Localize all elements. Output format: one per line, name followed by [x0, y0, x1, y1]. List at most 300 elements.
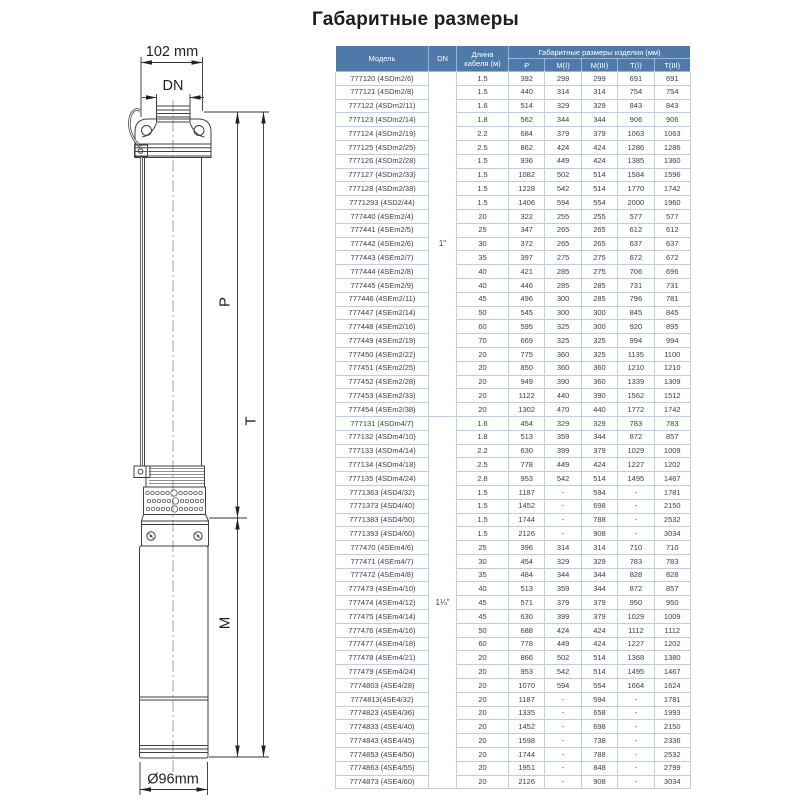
t1-cell: 906: [618, 113, 654, 127]
m3-cell: 379: [581, 596, 617, 610]
column-header-m3: M(III): [581, 59, 617, 72]
table-row: [336, 292, 691, 306]
flange-screw-left: [147, 532, 155, 540]
t3-cell: 906: [654, 113, 690, 127]
p-cell: 688: [509, 623, 545, 637]
m1-cell: 314: [545, 85, 581, 99]
t3-cell: 781: [654, 292, 690, 306]
t3-cell: 1742: [654, 403, 690, 417]
dimension-m-label: M: [216, 616, 234, 630]
cable-length-cell: 2.5: [457, 140, 509, 154]
suction-strainer: [142, 487, 209, 521]
table-row: [336, 278, 691, 292]
m1-cell: 542: [545, 665, 581, 679]
model-cell: 7771363 (4SD4/32): [336, 485, 429, 499]
cable-length-cell: 20: [457, 389, 509, 403]
table-row: [336, 485, 691, 499]
model-cell: 777477 (4SEm4/18): [336, 637, 429, 651]
t1-cell: 672: [618, 251, 654, 265]
p-cell: 1070: [509, 679, 545, 693]
table-row: [336, 403, 691, 417]
cable-length-cell: 20: [457, 375, 509, 389]
motor-flange: [142, 521, 209, 546]
m3-cell: 325: [581, 347, 617, 361]
t1-cell: 1770: [618, 182, 654, 196]
p-cell: 953: [509, 665, 545, 679]
p-cell: 1951: [509, 761, 545, 775]
m1-cell: -: [545, 706, 581, 720]
lifting-ear-hole-left: [142, 126, 152, 136]
p-cell: 392: [509, 72, 545, 86]
m1-cell: 470: [545, 403, 581, 417]
p-cell: 1598: [509, 734, 545, 748]
t3-cell: 845: [654, 306, 690, 320]
model-cell: 7774823 (4SE4/36): [336, 706, 429, 720]
t1-cell: 920: [618, 320, 654, 334]
m3-cell: 424: [581, 154, 617, 168]
t1-cell: 1339: [618, 375, 654, 389]
t1-cell: 2000: [618, 196, 654, 210]
table-row: [336, 499, 691, 513]
cable-length-cell: 1.5: [457, 485, 509, 499]
m1-cell: 325: [545, 334, 581, 348]
table-row: [336, 637, 691, 651]
t3-cell: 828: [654, 568, 690, 582]
t1-cell: 1286: [618, 140, 654, 154]
table-row: [336, 72, 691, 86]
m3-cell: 329: [581, 416, 617, 430]
m1-cell: 285: [545, 265, 581, 279]
t1-cell: 1562: [618, 389, 654, 403]
model-cell: 777471 (4SEm4/7): [336, 554, 429, 568]
t3-cell: 1063: [654, 127, 690, 141]
m3-cell: 325: [581, 334, 617, 348]
cable-length-cell: 20: [457, 651, 509, 665]
t3-cell: 895: [654, 320, 690, 334]
model-cell: 7774873 (4SE4/60): [336, 775, 429, 789]
cable-length-cell: 1.5: [457, 196, 509, 210]
t1-cell: 577: [618, 209, 654, 223]
model-cell: 777120 (4SDm2/6): [336, 72, 429, 86]
m3-cell: 285: [581, 278, 617, 292]
t1-cell: 1063: [618, 127, 654, 141]
power-cable: [129, 109, 141, 466]
m3-cell: 848: [581, 761, 617, 775]
table-row: [336, 761, 691, 775]
model-cell: 777470 (4SEm4/6): [336, 541, 429, 555]
table-row: [336, 375, 691, 389]
p-cell: 446: [509, 278, 545, 292]
m1-cell: 265: [545, 223, 581, 237]
t3-cell: 950: [654, 596, 690, 610]
m3-cell: 344: [581, 582, 617, 596]
model-cell: 777126 (4SDm2/28): [336, 154, 429, 168]
model-cell: 7774863 (4SE4/55): [336, 761, 429, 775]
t1-cell: -: [618, 527, 654, 541]
m3-cell: 698: [581, 720, 617, 734]
m1-cell: 359: [545, 430, 581, 444]
m1-cell: -: [545, 513, 581, 527]
m1-cell: 360: [545, 361, 581, 375]
t1-cell: 872: [618, 430, 654, 444]
model-cell: 777476 (4SEm4/16): [336, 623, 429, 637]
p-cell: 396: [509, 541, 545, 555]
model-cell: 777444 (4SEm2/8): [336, 265, 429, 279]
m3-cell: 329: [581, 99, 617, 113]
t1-cell: 872: [618, 582, 654, 596]
cable-length-cell: 1.5: [457, 499, 509, 513]
motor-body: [140, 546, 209, 758]
dimension-102mm-label: 102 mm: [145, 44, 199, 60]
table-row: [336, 458, 691, 472]
flange-screw-right: [194, 532, 202, 540]
m3-cell: 698: [581, 499, 617, 513]
dimension-extension-lines: [204, 112, 269, 757]
model-cell: 7771383 (4SD4/50): [336, 513, 429, 527]
m3-cell: 554: [581, 196, 617, 210]
cable-length-cell: 45: [457, 292, 509, 306]
model-cell: 777442 (4SEm2/6): [336, 237, 429, 251]
m3-cell: 440: [581, 403, 617, 417]
t1-cell: 1664: [618, 679, 654, 693]
model-cell: 777128 (4SDm2/38): [336, 182, 429, 196]
table-row: [336, 223, 691, 237]
dimensions-table-body: [336, 72, 691, 789]
model-cell: 777447 (4SEm2/14): [336, 306, 429, 320]
table-row: [336, 251, 691, 265]
p-cell: 669: [509, 334, 545, 348]
dimension-96mm: [140, 762, 208, 795]
t3-cell: 1467: [654, 472, 690, 486]
t1-cell: 796: [618, 292, 654, 306]
p-cell: 778: [509, 458, 545, 472]
m1-cell: 360: [545, 347, 581, 361]
table-row: [336, 154, 691, 168]
model-cell: 777441 (4SEm2/5): [336, 223, 429, 237]
model-cell: 777134 (4SDm4/18): [336, 458, 429, 472]
model-cell: 777445 (4SEm2/9): [336, 278, 429, 292]
t1-cell: -: [618, 513, 654, 527]
cable-length-cell: 1.5: [457, 72, 509, 86]
table-row: [336, 389, 691, 403]
m3-cell: 514: [581, 665, 617, 679]
m3-cell: 908: [581, 527, 617, 541]
t3-cell: 1100: [654, 347, 690, 361]
m1-cell: -: [545, 527, 581, 541]
m1-cell: 329: [545, 554, 581, 568]
t3-cell: 1512: [654, 389, 690, 403]
dimensions-table: [335, 45, 691, 789]
t1-cell: -: [618, 775, 654, 789]
column-header-dimensions-group: Габаритные размеры изделия (мм): [509, 46, 691, 59]
t1-cell: 637: [618, 237, 654, 251]
t3-cell: 2336: [654, 734, 690, 748]
m1-cell: 449: [545, 154, 581, 168]
t1-cell: -: [618, 748, 654, 762]
t3-cell: 2532: [654, 513, 690, 527]
t3-cell: 2799: [654, 761, 690, 775]
p-cell: 1452: [509, 720, 545, 734]
m3-cell: 300: [581, 306, 617, 320]
cable-length-cell: 2.8: [457, 472, 509, 486]
p-cell: 1082: [509, 168, 545, 182]
pump-technical-drawing: [100, 35, 315, 800]
p-cell: 1187: [509, 692, 545, 706]
m3-cell: 738: [581, 734, 617, 748]
p-cell: 1452: [509, 499, 545, 513]
cable-length-cell: 2.2: [457, 127, 509, 141]
model-cell: 7771393 (4SD4/60): [336, 527, 429, 541]
t3-cell: 1380: [654, 651, 690, 665]
t1-cell: 783: [618, 416, 654, 430]
lifting-ear-hole-right: [194, 126, 204, 136]
cable-length-cell: 20: [457, 761, 509, 775]
m3-cell: 344: [581, 113, 617, 127]
cable-length-cell: 2.5: [457, 458, 509, 472]
cable-length-cell: 1.6: [457, 99, 509, 113]
m1-cell: -: [545, 720, 581, 734]
m1-cell: 275: [545, 251, 581, 265]
p-cell: 571: [509, 596, 545, 610]
column-header-dn: DN: [429, 46, 457, 72]
m3-cell: 344: [581, 568, 617, 582]
m1-cell: -: [545, 499, 581, 513]
model-cell: 777124 (4SDm2/19): [336, 127, 429, 141]
cable-length-cell: 20: [457, 706, 509, 720]
cable-length-cell: 30: [457, 237, 509, 251]
m1-cell: 502: [545, 651, 581, 665]
m1-cell: 424: [545, 140, 581, 154]
m3-cell: 360: [581, 375, 617, 389]
t1-cell: 1210: [618, 361, 654, 375]
t3-cell: 1360: [654, 154, 690, 168]
model-cell: 777440 (4SEm2/4): [336, 209, 429, 223]
m1-cell: 449: [545, 458, 581, 472]
model-cell: 777121 (4SDm2/8): [336, 85, 429, 99]
dimensions-table-container: [335, 45, 690, 789]
cable-length-cell: 20: [457, 679, 509, 693]
p-cell: 347: [509, 223, 545, 237]
m1-cell: 594: [545, 679, 581, 693]
model-cell: 777453 (4SEm2/33): [336, 389, 429, 403]
m1-cell: 285: [545, 278, 581, 292]
cable-length-cell: 35: [457, 251, 509, 265]
table-row: [336, 444, 691, 458]
t1-cell: -: [618, 499, 654, 513]
t1-cell: 1584: [618, 168, 654, 182]
model-cell: 7774813(4SE4/32): [336, 692, 429, 706]
cable-length-cell: 2.2: [457, 444, 509, 458]
dimension-96mm-label: Ø96mm: [147, 771, 199, 788]
m3-cell: 424: [581, 458, 617, 472]
table-row: [336, 140, 691, 154]
m3-cell: 908: [581, 775, 617, 789]
m1-cell: 390: [545, 375, 581, 389]
t3-cell: 843: [654, 99, 690, 113]
m1-cell: 265: [545, 237, 581, 251]
cable-length-cell: 50: [457, 623, 509, 637]
t3-cell: 1742: [654, 182, 690, 196]
page-title: Габаритные размеры: [312, 9, 519, 30]
t1-cell: 1112: [618, 623, 654, 637]
cable-length-cell: 1.6: [457, 416, 509, 430]
model-cell: 7774833 (4SE4/40): [336, 720, 429, 734]
t1-cell: 754: [618, 85, 654, 99]
t1-cell: 845: [618, 306, 654, 320]
table-row: [336, 734, 691, 748]
p-cell: 514: [509, 99, 545, 113]
m1-cell: 424: [545, 623, 581, 637]
m3-cell: 275: [581, 251, 617, 265]
p-cell: 421: [509, 265, 545, 279]
t1-cell: 1385: [618, 154, 654, 168]
table-row: [336, 334, 691, 348]
m1-cell: 379: [545, 596, 581, 610]
model-cell: 777448 (4SEm2/16): [336, 320, 429, 334]
model-cell: 777479 (4SEm4/24): [336, 665, 429, 679]
p-cell: 2126: [509, 527, 545, 541]
t3-cell: 696: [654, 265, 690, 279]
p-cell: 1187: [509, 485, 545, 499]
cable-length-cell: 45: [457, 596, 509, 610]
t3-cell: 857: [654, 430, 690, 444]
model-cell: 777125 (4SDm2/25): [336, 140, 429, 154]
t1-cell: -: [618, 706, 654, 720]
p-cell: 454: [509, 554, 545, 568]
model-cell: 7774803 (4SE4/28): [336, 679, 429, 693]
table-row: [336, 430, 691, 444]
m3-cell: 299: [581, 72, 617, 86]
cable-length-cell: 20: [457, 692, 509, 706]
p-cell: 775: [509, 347, 545, 361]
p-cell: 630: [509, 610, 545, 624]
m3-cell: 329: [581, 554, 617, 568]
m1-cell: -: [545, 748, 581, 762]
cable-length-cell: 20: [457, 361, 509, 375]
table-row: [336, 320, 691, 334]
model-cell: 777135 (4SDm4/24): [336, 472, 429, 486]
p-cell: 513: [509, 430, 545, 444]
t3-cell: 1202: [654, 458, 690, 472]
cable-length-cell: 1.8: [457, 113, 509, 127]
t3-cell: 672: [654, 251, 690, 265]
p-cell: 1744: [509, 748, 545, 762]
m3-cell: 379: [581, 610, 617, 624]
strainer-holes: [146, 490, 204, 512]
m3-cell: 265: [581, 237, 617, 251]
t3-cell: 1009: [654, 444, 690, 458]
t3-cell: 710: [654, 541, 690, 555]
p-cell: 778: [509, 637, 545, 651]
table-row: [336, 623, 691, 637]
table-row: [336, 568, 691, 582]
t1-cell: 1495: [618, 472, 654, 486]
m1-cell: 300: [545, 306, 581, 320]
cable-length-cell: 40: [457, 265, 509, 279]
model-cell: 777450 (4SEm2/22): [336, 347, 429, 361]
m3-cell: 788: [581, 513, 617, 527]
m3-cell: 514: [581, 472, 617, 486]
t3-cell: 1309: [654, 375, 690, 389]
dimension-t: [243, 112, 266, 757]
t3-cell: 691: [654, 72, 690, 86]
m1-cell: -: [545, 485, 581, 499]
model-cell: 7771373 (4SD4/40): [336, 499, 429, 513]
p-cell: 936: [509, 154, 545, 168]
table-row: [336, 237, 691, 251]
t3-cell: 1202: [654, 637, 690, 651]
m1-cell: 255: [545, 209, 581, 223]
t1-cell: 1227: [618, 637, 654, 651]
cable-length-cell: 40: [457, 582, 509, 596]
column-header-t1: T(I): [618, 59, 654, 72]
m1-cell: 329: [545, 416, 581, 430]
p-cell: 866: [509, 651, 545, 665]
table-row: [336, 416, 691, 430]
table-row: [336, 720, 691, 734]
cable-length-cell: 1.5: [457, 182, 509, 196]
t3-cell: 577: [654, 209, 690, 223]
cable-length-cell: 30: [457, 554, 509, 568]
model-cell: 777452 (4SEm2/28): [336, 375, 429, 389]
t3-cell: 2150: [654, 499, 690, 513]
m3-cell: 514: [581, 168, 617, 182]
cable-length-cell: 20: [457, 775, 509, 789]
p-cell: 1406: [509, 196, 545, 210]
table-row: [336, 692, 691, 706]
m1-cell: 399: [545, 610, 581, 624]
cable-length-cell: 25: [457, 223, 509, 237]
t1-cell: -: [618, 761, 654, 775]
model-cell: 777475 (4SEm4/14): [336, 610, 429, 624]
m3-cell: 424: [581, 140, 617, 154]
t3-cell: 731: [654, 278, 690, 292]
cable-length-cell: 20: [457, 403, 509, 417]
table-row: [336, 665, 691, 679]
table-row: [336, 265, 691, 279]
m1-cell: 299: [545, 72, 581, 86]
m3-cell: 424: [581, 623, 617, 637]
dimension-p: [217, 112, 240, 518]
p-cell: 484: [509, 568, 545, 582]
table-row: [336, 748, 691, 762]
model-cell: 777449 (4SEm2/19): [336, 334, 429, 348]
table-row: [336, 182, 691, 196]
t1-cell: 843: [618, 99, 654, 113]
m1-cell: 542: [545, 472, 581, 486]
m1-cell: -: [545, 692, 581, 706]
t3-cell: 1596: [654, 168, 690, 182]
t1-cell: -: [618, 734, 654, 748]
cable-length-cell: 60: [457, 320, 509, 334]
cable-length-cell: 20: [457, 347, 509, 361]
m1-cell: 399: [545, 444, 581, 458]
p-cell: 953: [509, 472, 545, 486]
model-cell: 777123 (4SDm2/14): [336, 113, 429, 127]
table-row: [336, 306, 691, 320]
m3-cell: 788: [581, 748, 617, 762]
table-row: [336, 209, 691, 223]
table-row: [336, 610, 691, 624]
model-cell: 7774853 (4SE4/50): [336, 748, 429, 762]
table-row: [336, 168, 691, 182]
model-cell: 777131 (4SDm4/7): [336, 416, 429, 430]
cable-length-cell: 25: [457, 541, 509, 555]
model-cell: 777446 (4SEm2/11): [336, 292, 429, 306]
m3-cell: 514: [581, 651, 617, 665]
column-header-model: Модель: [336, 46, 429, 72]
p-cell: 1335: [509, 706, 545, 720]
